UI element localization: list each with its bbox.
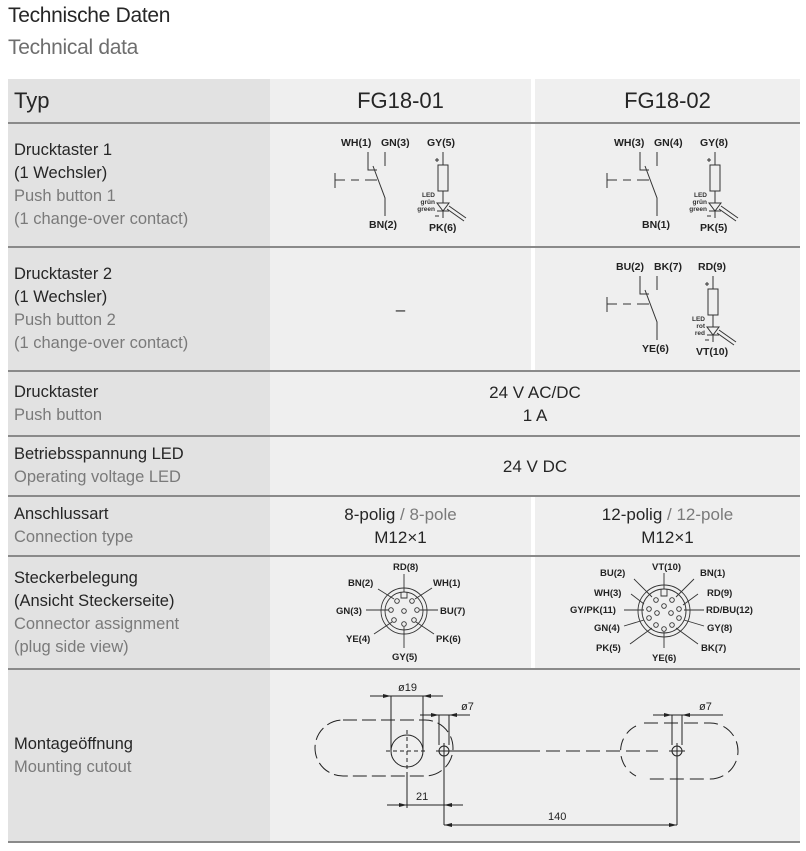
- fg1801-button2-value: [270, 248, 531, 370]
- separator: /: [395, 505, 410, 524]
- label-en: Push button: [14, 405, 103, 424]
- svg-text:21: 21: [416, 791, 429, 803]
- row-push-button-2: [8, 248, 800, 372]
- svg-text:GY(8): GY(8): [699, 136, 728, 149]
- svg-text:PK(6): PK(6): [428, 221, 456, 234]
- row-label: [8, 124, 270, 246]
- svg-text:YE(4): YE(4): [345, 633, 370, 645]
- label-en: Push button 1: [14, 187, 116, 205]
- label-de: Montageöffnung: [14, 734, 133, 753]
- fg1802-pinout: [535, 557, 800, 668]
- row-label: [8, 557, 270, 668]
- thread-size: M12×1: [374, 528, 427, 547]
- row-label: [8, 372, 270, 435]
- svg-text:WH(1): WH(1): [340, 136, 371, 149]
- svg-text:BN(2): BN(2): [347, 577, 373, 589]
- label-de: Betriebsspannung LED: [14, 445, 184, 463]
- svg-text:GN(3): GN(3): [380, 136, 410, 149]
- mounting-dimension-drawing-icon: [270, 670, 800, 841]
- svg-text:BU(2): BU(2): [599, 567, 625, 579]
- svg-text:ø19: ø19: [398, 682, 417, 694]
- separator: /: [662, 505, 677, 524]
- row-label: [8, 497, 270, 555]
- svg-text:GN(4): GN(4): [593, 622, 620, 634]
- type-label-text: Typ: [14, 88, 50, 113]
- table-header-row: [8, 79, 800, 124]
- fg1802-button1-schematic: [535, 124, 800, 246]
- label-en: Connection type: [14, 528, 134, 546]
- label-de: Drucktaster: [14, 382, 99, 401]
- push-button-rating-value: [270, 372, 800, 435]
- svg-text:RD(8): RD(8): [392, 561, 418, 573]
- led-voltage-value: [270, 437, 800, 495]
- svg-text:PK(6): PK(6): [435, 633, 461, 645]
- svg-text:140: 140: [548, 811, 567, 823]
- connector-8-pin-icon: [326, 558, 476, 668]
- model-fg1801-header: [270, 79, 531, 122]
- technical-data-table: [8, 79, 800, 843]
- svg-text:PK(5): PK(5): [595, 642, 621, 654]
- switch-led-schematic-icon: [588, 128, 748, 243]
- title-en: Technical data: [8, 36, 139, 59]
- title-de: Technische Daten: [8, 4, 171, 27]
- svg-text:RD(9): RD(9): [706, 587, 732, 599]
- voltage-value: 24 V DC: [502, 456, 568, 476]
- row-label: [8, 670, 270, 841]
- label-de: (1 Wechsler): [14, 288, 108, 306]
- svg-text:VT(10): VT(10): [695, 345, 728, 358]
- svg-text:PK(5): PK(5): [699, 221, 727, 234]
- fg1801-pinout: [270, 557, 531, 668]
- svg-text:RD(9): RD(9): [697, 260, 726, 273]
- current-value: 1 A: [522, 405, 548, 425]
- row-push-button-1: [8, 124, 800, 248]
- svg-text:GY/PK(11): GY/PK(11): [569, 604, 616, 616]
- svg-text:rot: rot: [695, 322, 705, 330]
- svg-text:WH(3): WH(3): [593, 587, 621, 599]
- model-name: FG18-02: [624, 88, 711, 113]
- svg-text:LED: LED: [693, 191, 707, 199]
- label-en: (1 change-over contact): [14, 210, 189, 228]
- thread-size: M12×1: [641, 528, 694, 547]
- row-label: [8, 437, 270, 495]
- svg-text:red: red: [694, 329, 705, 337]
- svg-text:grün: grün: [692, 198, 707, 206]
- svg-text:GY(5): GY(5): [426, 136, 455, 149]
- svg-text:BN(1): BN(1): [641, 218, 670, 231]
- voltage-value: 24 V AC/DC: [489, 382, 581, 402]
- svg-text:LED: LED: [691, 315, 705, 323]
- svg-text:GN(4): GN(4): [653, 136, 683, 149]
- svg-text:ø7: ø7: [699, 701, 712, 713]
- svg-text:YE(6): YE(6): [641, 342, 669, 355]
- svg-text:BK(7): BK(7): [700, 642, 726, 654]
- pole-count-de: 12-polig: [601, 505, 663, 524]
- label-en: Push button 2: [14, 311, 116, 329]
- label-en: (1 change-over contact): [14, 334, 189, 352]
- row-push-button-rating: [8, 372, 800, 437]
- model-name: FG18-01: [357, 88, 444, 113]
- svg-text:VT(10): VT(10): [651, 561, 681, 573]
- label-en: (plug side view): [14, 637, 129, 656]
- svg-text:BN(1): BN(1): [699, 567, 725, 579]
- svg-text:LED: LED: [421, 191, 435, 199]
- model-fg1802-header: [535, 79, 800, 122]
- label-de: Drucktaster 2: [14, 265, 113, 283]
- row-mounting-cutout: [8, 670, 800, 843]
- svg-text:GY(5): GY(5): [391, 651, 417, 663]
- label-de: Drucktaster 1: [14, 141, 113, 159]
- svg-text:GY(8): GY(8): [706, 622, 732, 634]
- label-de: (Ansicht Steckerseite): [14, 591, 175, 610]
- fg1801-button1-schematic: [270, 124, 531, 246]
- label-en: Connector assignment: [14, 614, 180, 633]
- svg-text:grün: grün: [420, 198, 435, 206]
- switch-led-schematic-icon: [588, 252, 748, 367]
- type-label: [8, 79, 270, 122]
- fg1802-connection: [535, 497, 800, 555]
- svg-text:BU(2): BU(2): [615, 260, 644, 273]
- svg-text:RD/BU(12): RD/BU(12): [705, 604, 753, 616]
- fg1801-connection: [270, 497, 531, 555]
- label-en: Mounting cutout: [14, 757, 132, 776]
- mounting-cutout-drawing: [270, 670, 800, 841]
- svg-text:ø7: ø7: [461, 701, 474, 713]
- svg-text:WH(3): WH(3): [613, 136, 644, 149]
- svg-text:BK(7): BK(7): [653, 260, 682, 273]
- pole-count-en: 12-pole: [676, 505, 734, 524]
- svg-text:WH(1): WH(1): [432, 577, 460, 589]
- svg-text:BU(7): BU(7): [439, 605, 465, 617]
- switch-led-schematic-icon: [321, 128, 481, 243]
- pole-count-en: 8-pole: [409, 505, 457, 524]
- svg-text:green: green: [688, 205, 707, 213]
- row-connector-assignment: [8, 557, 800, 670]
- label-de: (1 Wechsler): [14, 164, 108, 182]
- svg-text:GN(3): GN(3): [335, 605, 362, 617]
- label-de: Anschlussart: [14, 505, 109, 523]
- row-led-voltage: [8, 437, 800, 497]
- row-connection-type: [8, 497, 800, 557]
- svg-text:green: green: [416, 205, 435, 213]
- fg1802-button2-schematic: [535, 248, 800, 370]
- connector-12-pin-icon: [558, 558, 778, 668]
- row-label: [8, 248, 270, 370]
- pole-count-de: 8-polig: [344, 505, 396, 524]
- svg-text:YE(6): YE(6): [651, 652, 676, 664]
- svg-text:BN(2): BN(2): [368, 218, 397, 231]
- label-de: Steckerbelegung: [14, 568, 138, 587]
- label-en: Operating voltage LED: [14, 468, 181, 486]
- not-available-dash: –: [395, 299, 406, 319]
